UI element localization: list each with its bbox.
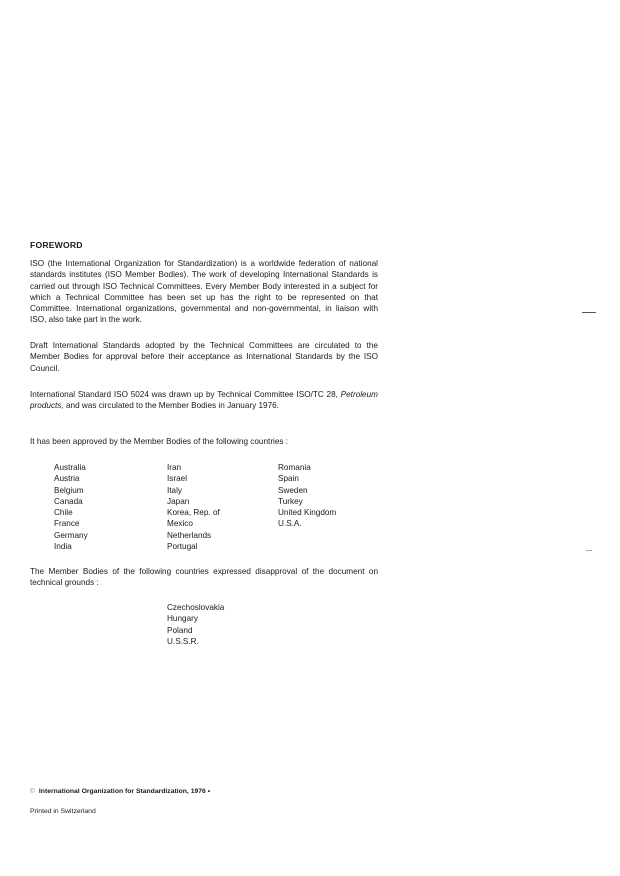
foreword-heading: FOREWORD	[30, 240, 83, 250]
country-item: Iran	[167, 463, 182, 472]
p3-text-after: and was circulated to the Member Bodies in January 1976.	[63, 401, 279, 411]
paragraph-approved-intro: It has been approved by the Member Bodies of the following countries :	[30, 437, 289, 446]
country-item: Romania	[278, 463, 311, 472]
country-item: Chile	[54, 508, 73, 518]
country-item: Portugal	[167, 542, 198, 552]
disapproving-countries-list	[167, 602, 224, 647]
country-item: United Kingdom	[278, 508, 337, 518]
approving-countries-column-1	[54, 462, 88, 552]
country-item: Australia	[54, 463, 86, 472]
country-item: Belgium	[54, 485, 84, 495]
paragraph-disapproval-intro: The Member Bodies of the following countries expressed disapproval of the document on technical grounds :	[30, 567, 378, 588]
country-item: Israel	[167, 474, 188, 484]
country-item: Turkey	[278, 496, 303, 506]
paragraph-iso-intro: ISO (the International Organization for Standardization) is a worldwide federation of national standards institutes (ISO Member Bodies). The work of developing International Standards is carried out through ISO Technical Committees. Every Member Body interested in a subject for which a Technical Committee has been set up has the right to be represented on that Committee. International organizations, governmental and non-governmental, in liaison with ISO, also take part in the work.	[30, 259, 378, 325]
country-item: Netherlands	[167, 530, 212, 540]
country-item: Korea, Rep. of	[167, 508, 220, 518]
country-item: Poland	[167, 625, 193, 635]
country-item: France	[54, 519, 80, 529]
country-item: Mexico	[167, 519, 193, 529]
p3-committee-name: Petroleum products,	[30, 390, 378, 411]
country-item: Austria	[54, 474, 80, 484]
approving-countries-column-2	[167, 462, 220, 552]
copyright-icon: ©	[30, 788, 36, 795]
country-item: U.S.A.	[278, 519, 302, 529]
country-item: Italy	[167, 485, 183, 495]
paragraph-draft-standards: Draft International Standards adopted by the Technical Committees are circulated to the Member Bodies for approval before their acceptance as International Standards by the ISO Council.	[30, 341, 378, 373]
printed-in-line: Printed in Switzerland	[30, 808, 96, 815]
p3-text-before: International Standard ISO 5024 was drawn up by Technical Committee ISO/TC 28,	[30, 390, 341, 399]
copyright-line	[30, 788, 210, 795]
country-item: Czechoslovakia	[167, 603, 225, 612]
country-item: Hungary	[167, 614, 198, 624]
approving-countries-column-3	[278, 462, 336, 530]
country-item: Germany	[54, 530, 88, 540]
country-item: Canada	[54, 496, 83, 506]
scan-mark	[582, 312, 596, 313]
paragraph-iso-5024	[30, 389, 378, 412]
country-item: U.S.S.R.	[167, 636, 199, 646]
country-item: India	[54, 542, 72, 552]
country-item: Japan	[167, 496, 190, 506]
country-item: Spain	[278, 474, 299, 484]
country-item: Sweden	[278, 485, 308, 495]
copyright-text: International Organization for Standardization, 1976 •	[38, 788, 211, 795]
scan-mark	[586, 550, 592, 551]
